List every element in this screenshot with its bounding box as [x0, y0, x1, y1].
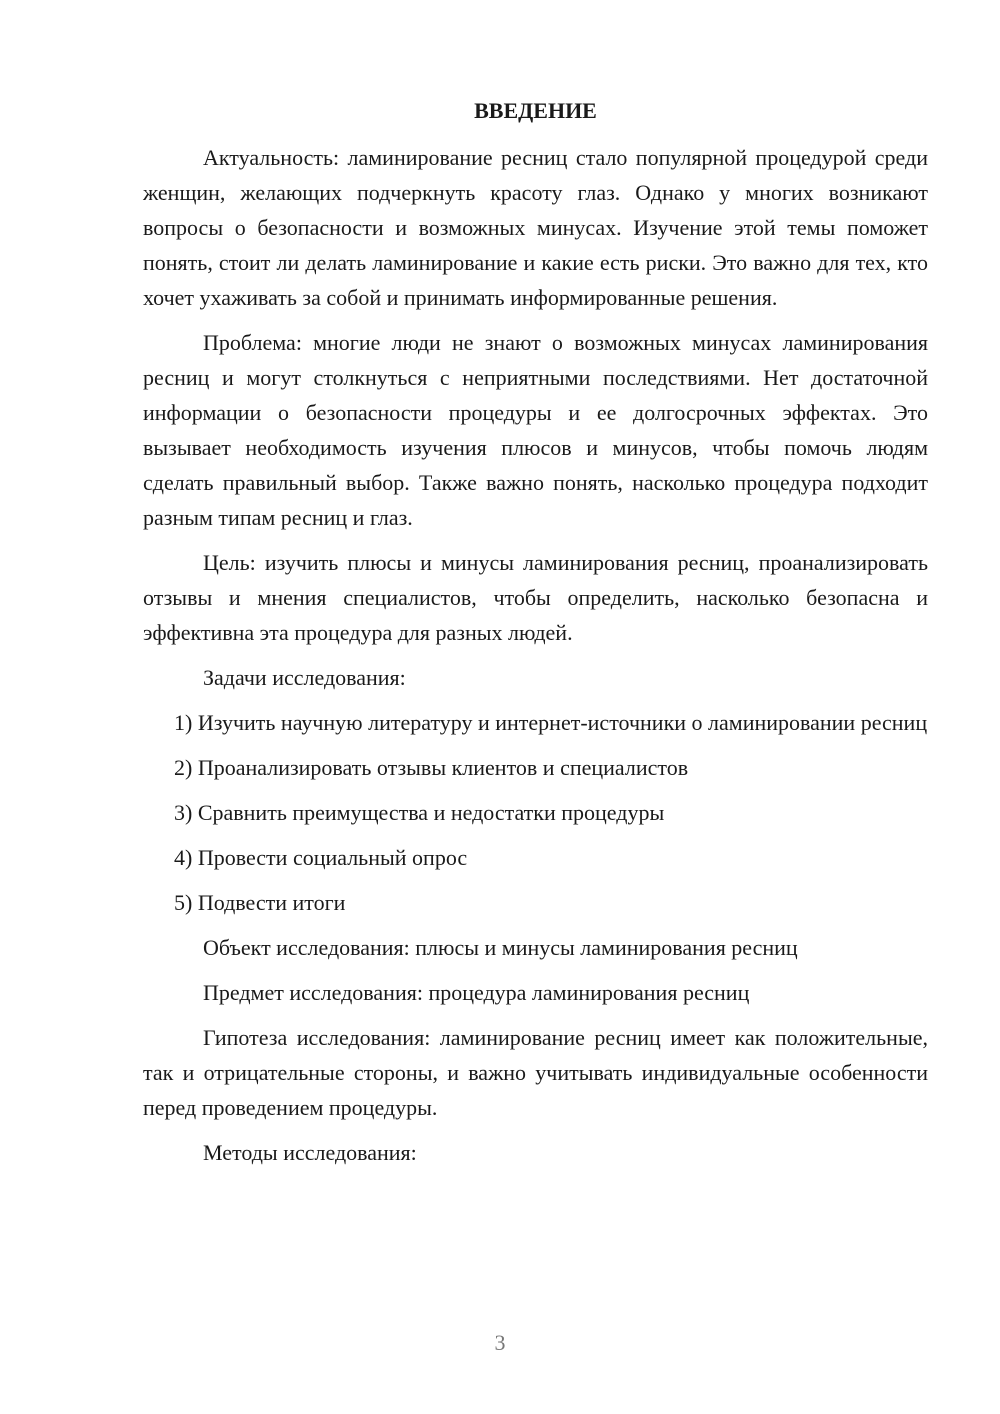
research-object: Объект исследования: плюсы и минусы ламинирования ресниц: [203, 935, 798, 960]
section-title: ВВЕДЕНИЕ: [474, 98, 597, 123]
research-subject: Предмет исследования: процедура ламинирования ресниц: [203, 980, 750, 1005]
task-item: 3) Сравнить преимущества и недостатки процедуры: [174, 800, 665, 825]
task-item: 1) Изучить научную литературу и интернет-источники о ламинировании ресниц: [174, 710, 928, 735]
task-item: 4) Провести социальный опрос: [174, 845, 468, 870]
task-item: 2) Проанализировать отзывы клиентов и специалистов: [174, 755, 689, 780]
tasks-heading: Задачи исследования:: [203, 665, 406, 690]
paragraph-relevance: Актуальность: ламинирование ресниц стало популярной процедурой среди женщин, желающих подчеркнуть красоту глаз. Однако у многих возникают вопросы о безопасности и возможных минусах. Изучение этой темы поможет понять, стоит ли делать ламинирование и какие есть риски. Это важно для тех, кто хочет ухаживать за собой и принимать информированные решения.: [143, 145, 928, 310]
paragraph-problem: Проблема: многие люди не знают о возможных минусах ламинирования ресниц и могут столкнуться с неприятными последствиями. Нет достаточной информации о безопасности процедуры и ее долгосрочных эффектах. Это вызывает необходимость изучения плюсов и минусов, чтобы помочь людям сделать правильный выбор. Также важно понять, насколько процедура подходит разным типам ресниц и глаз.: [143, 330, 928, 530]
paragraph-goal: Цель: изучить плюсы и минусы ламинирования ресниц, проанализировать отзывы и мнения специалистов, чтобы определить, насколько безопасна и эффективна эта процедура для разных людей.: [143, 550, 928, 645]
research-hypothesis: Гипотеза исследования: ламинирование ресниц имеет как положительные, так и отрицательные стороны, и важно учитывать индивидуальные особенности перед проведением процедуры.: [143, 1025, 928, 1120]
page-number: 3: [494, 1330, 506, 1355]
document-body: [143, 93, 928, 1180]
methods-heading: Методы исследования:: [203, 1140, 417, 1165]
task-item: 5) Подвести итоги: [174, 890, 346, 915]
